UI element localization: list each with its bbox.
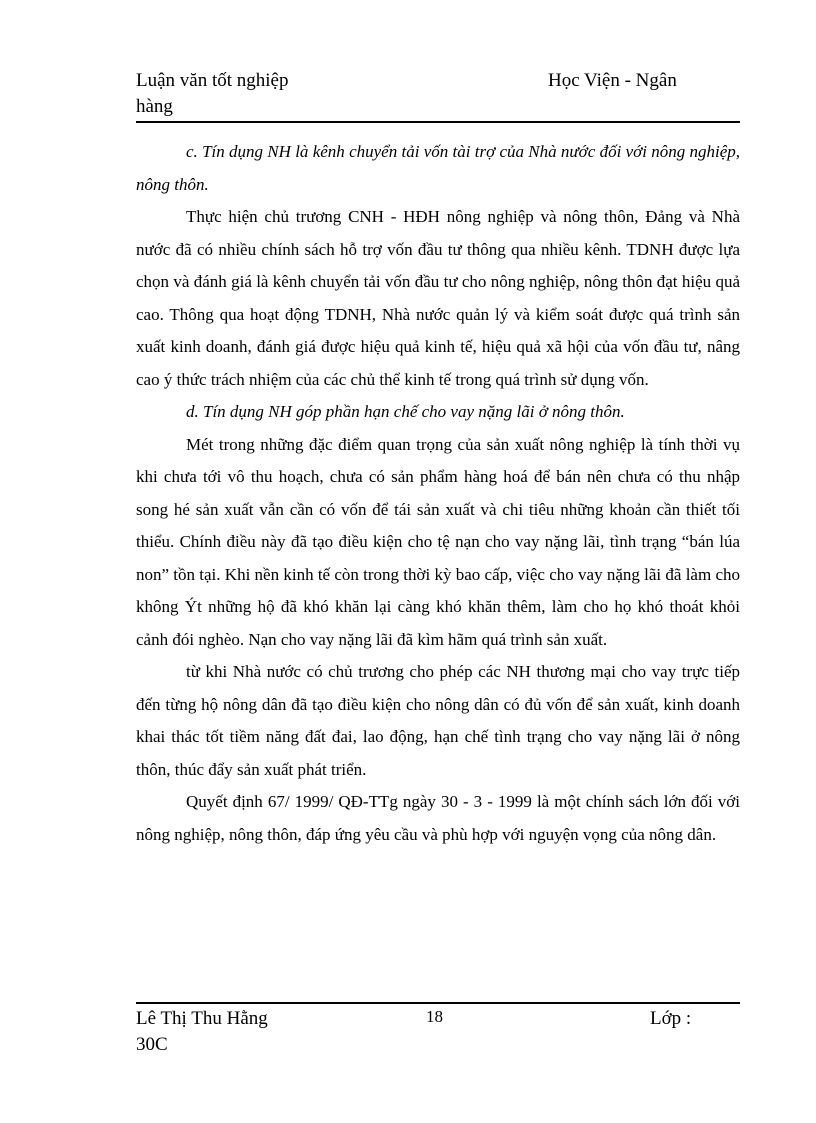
header-title-continued: hàng <box>136 96 173 117</box>
footer-author: Lê Thị Thu Hằng <box>136 1008 268 1029</box>
paragraph: từ khi Nhà nước có chủ trương cho phép các NH thương mại cho vay trực tiếp đến từng hộ nông dân đã tạo điều kiện cho nông dân có đủ vốn để sản xuất, kinh doanh khai thác tốt tiềm năng đất đai, lao động, hạn chế tình trạng cho vay nặng lãi ở nông thôn, thúc đẩy sản xuất phát triển. <box>136 662 740 779</box>
paragraph: Quyết định 67/ 1999/ QĐ-TTg ngày 30 - 3 - 1999 là một chính sách lớn đối với nông nghiệp, nông thôn, đáp ứng yêu cầu và phù hợp với nguyện vọng của nông dân. <box>136 792 740 844</box>
footer-class-code: 30C <box>136 1034 168 1055</box>
document-body <box>136 136 740 851</box>
page-header <box>136 68 740 122</box>
paragraph: Mét trong những đặc điểm quan trọng của sản xuất nông nghiệp là tính thời vụ khi chưa tới vô thu hoạch, chưa có sản phẩm hàng hoá để bán nên chưa có thu nhập song hé sản xuất vẫn cần có vốn để tái sản xuất và chi tiêu những khoản cần thiết tối thiểu. Chính điều này đã tạo điều kiện cho tệ nạn cho vay nặng lãi, tình trạng “bán lúa non” tồn tại. Khi nền kinh tế còn trong thời kỳ bao cấp, việc cho vay nặng lãi đã làm cho không Ýt những hộ đã khó khăn lại càng khó khăn thêm, làm cho họ khó thoát khỏi cảnh đói nghèo. Nạn cho vay nặng lãi đã kìm hãm quá trình sản xuất. <box>136 434 740 649</box>
page-footer <box>136 1006 740 1060</box>
section-heading-c: c. Tín dụng NH là kênh chuyển tải vốn tài trợ của Nhà nước đối với nông nghiệp, nông thôn. <box>136 142 740 194</box>
page-number: 18 <box>426 1007 443 1026</box>
paragraph: Thực hiện chủ trương CNH - HĐH nông nghiệp và nông thôn, Đảng và Nhà nước đã có nhiều chính sách hỗ trợ vốn đầu tư thông qua nhiều kênh. TDNH được lựa chọn và đánh giá là kênh chuyển tải vốn đầu tư cho nông nghiệp, nông thôn đạt hiệu quả cao. Thông qua hoạt động TDNH, Nhà nước quản lý và kiểm soát được quá trình sản xuất kinh doanh, đánh giá được hiệu quả kinh tế, hiệu quả xã hội của vốn đầu tư, nâng cao ý thức trách nhiệm của các chủ thể kinh tế trong quá trình sử dụng vốn. <box>136 207 740 389</box>
footer-class-label: Lớp : <box>650 1008 692 1029</box>
section-heading-d: d. Tín dụng NH góp phần hạn chế cho vay nặng lãi ở nông thôn. <box>186 402 625 421</box>
header-divider <box>136 121 740 123</box>
header-title: Luận văn tốt nghiệp <box>136 70 289 91</box>
header-institution: Học Viện - Ngân <box>548 70 677 91</box>
